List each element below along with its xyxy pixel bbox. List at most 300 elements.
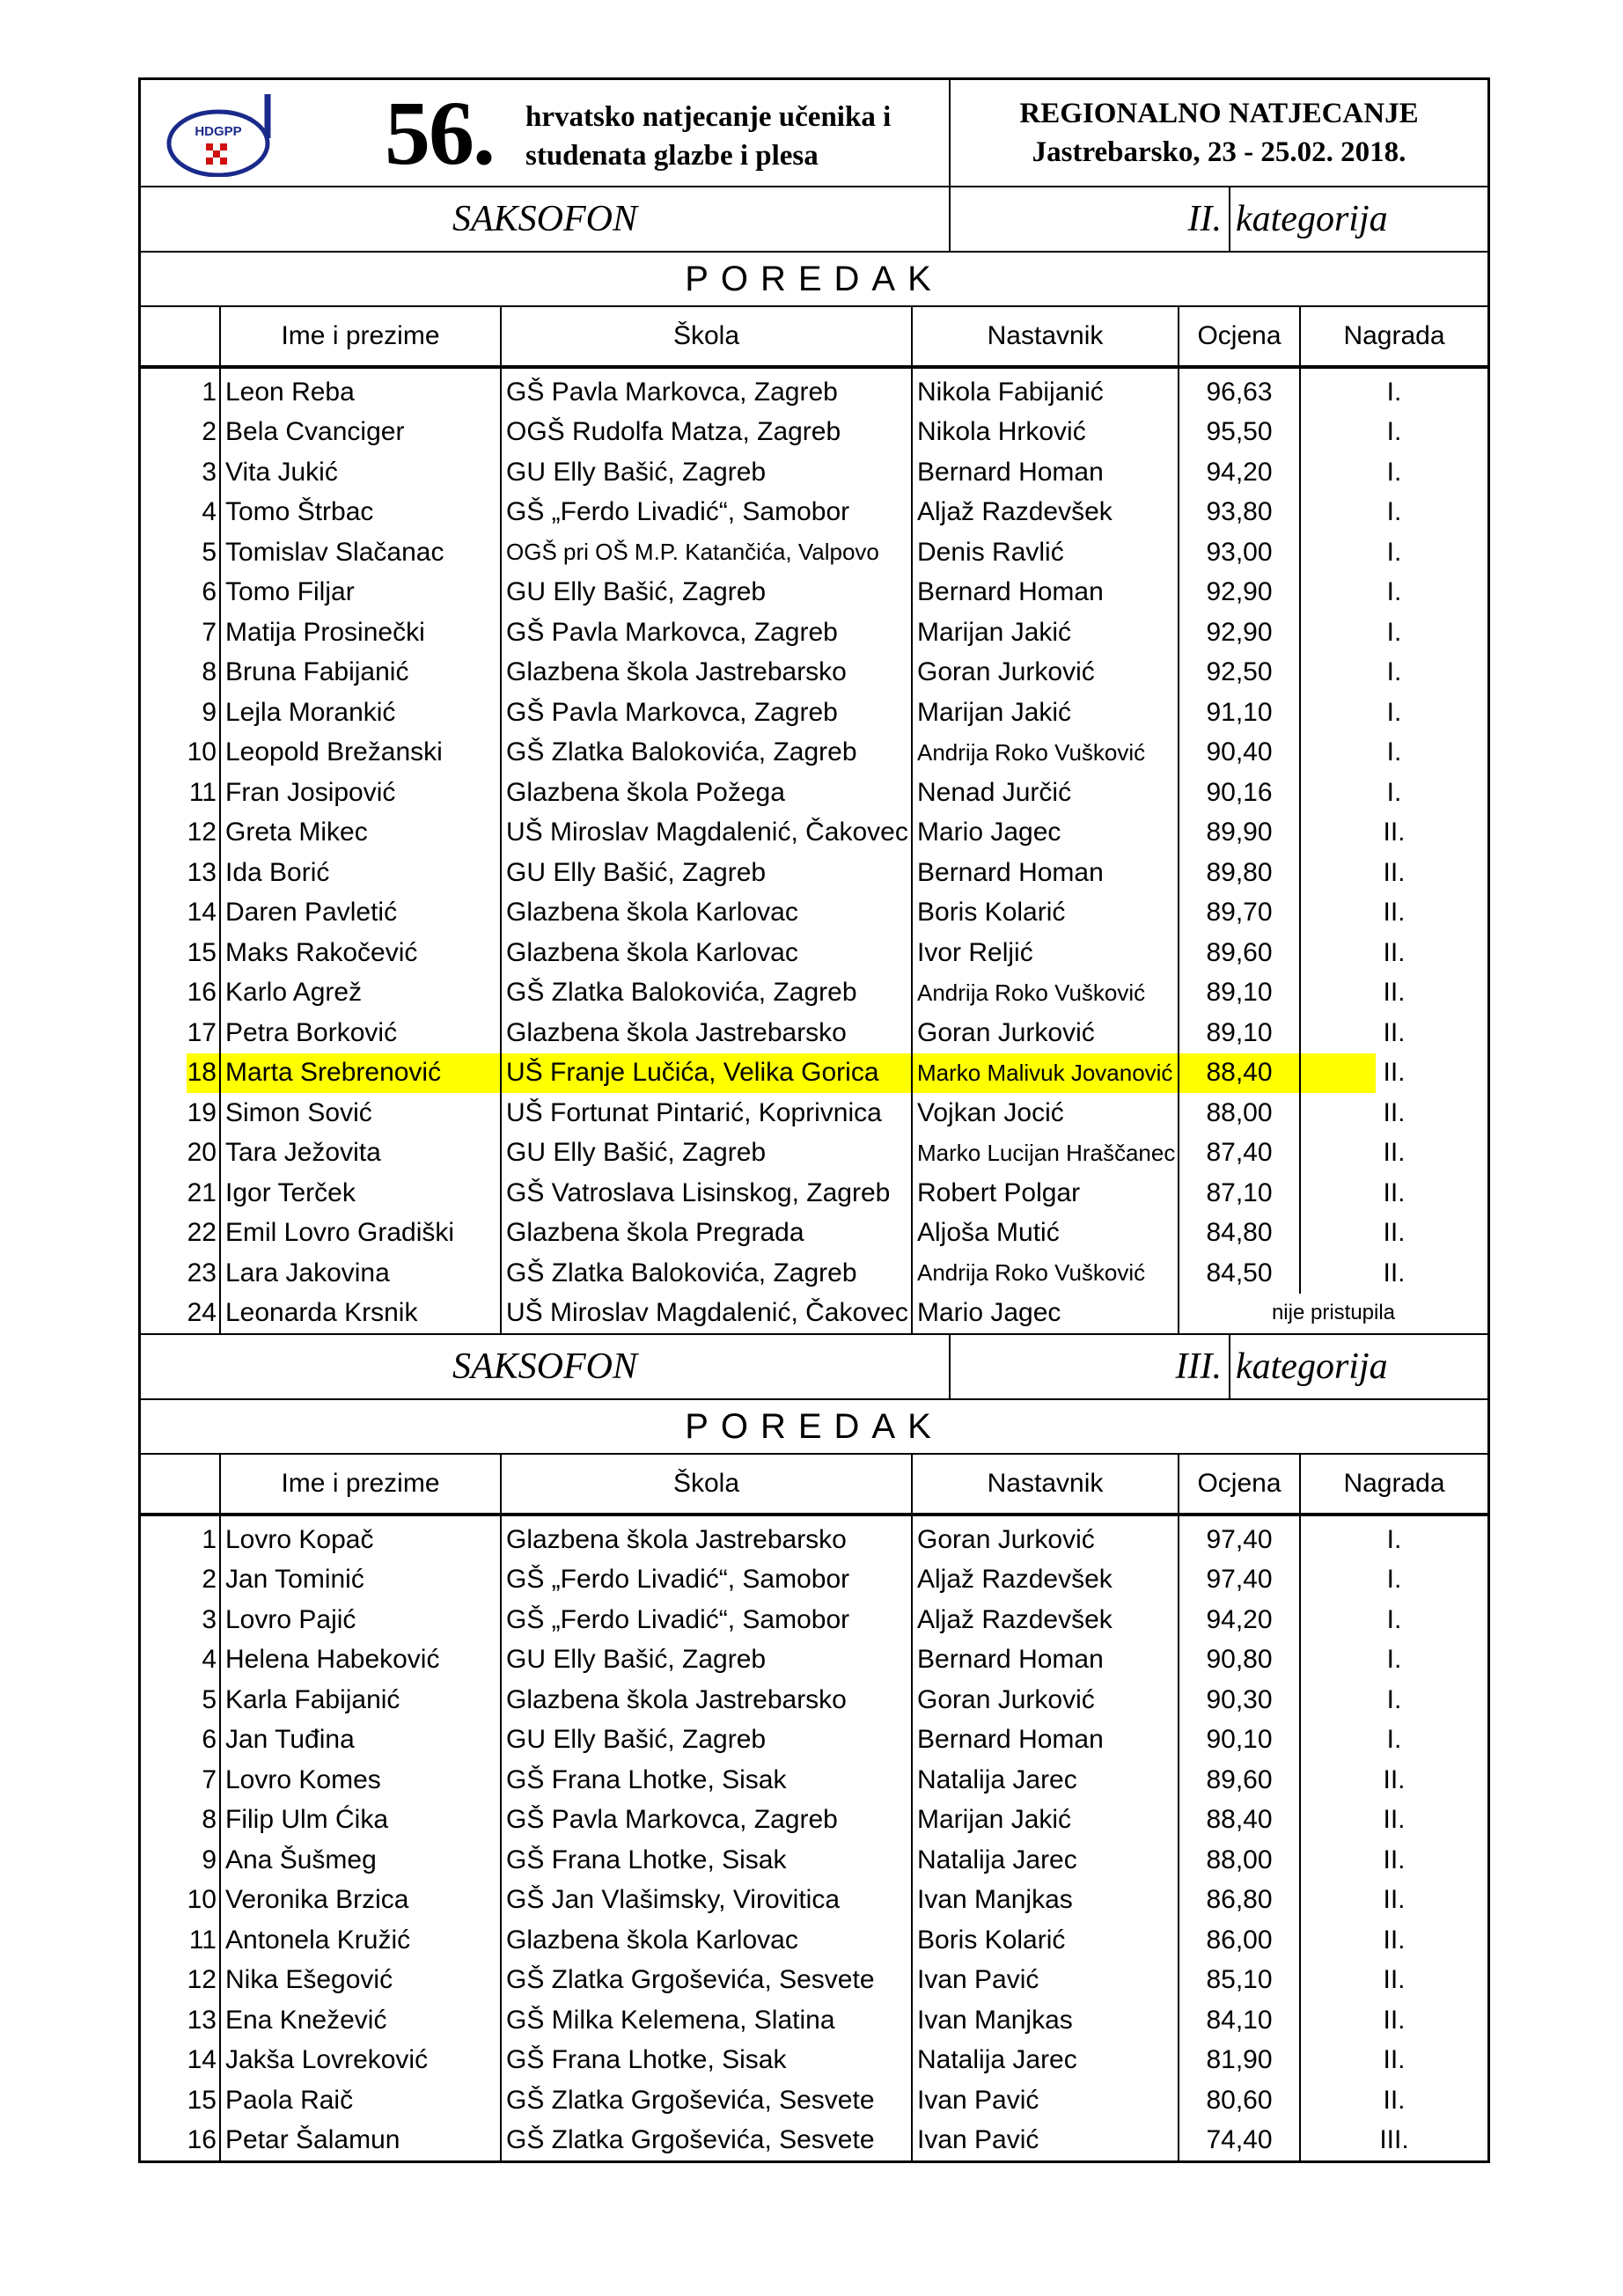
rank-cell: 12	[141, 1961, 220, 2001]
absence-note: nije pristupila	[1271, 1301, 1396, 1325]
table-row	[141, 532, 1487, 573]
table-row	[141, 1173, 1487, 1214]
school-cell: GŠ „Ferdo Livadić“, Samobor	[501, 1560, 912, 1601]
school-cell: GŠ Pavla Markovca, Zagreb	[501, 613, 912, 653]
column-header-grade: Ocjena	[1179, 1455, 1300, 1515]
teacher-cell: Andrija Roko Vušković	[912, 973, 1179, 1014]
name-cell: Bela Cvanciger	[220, 413, 501, 453]
rank-cell: 7	[141, 613, 220, 653]
grade-cell: 90,80	[1179, 1640, 1300, 1681]
name-cell: Jan Tominić	[220, 1560, 501, 1601]
school-cell: GŠ Pavla Markovca, Zagreb	[501, 367, 912, 413]
rank-cell: 9	[141, 1840, 220, 1881]
column-header-grade: Ocjena	[1179, 307, 1300, 367]
teacher-cell: Andrija Roko Vušković	[912, 733, 1179, 774]
teacher-cell: Natalija Jarec	[912, 2041, 1179, 2081]
school-cell: Glazbena škola Požega	[501, 773, 912, 813]
teacher-cell: Ivan Manjkas	[912, 1881, 1179, 1921]
name-cell: Simon Sović	[220, 1093, 501, 1133]
award-cell: III.	[1379, 2125, 1409, 2155]
table-row	[141, 1133, 1487, 1174]
name-cell: Leonarda Krsnik	[220, 1294, 501, 1334]
table-row	[141, 1214, 1487, 1254]
grade-cell: 87,10	[1179, 1173, 1300, 1214]
rank-cell: 22	[141, 1214, 220, 1254]
name-cell: Maks Rakočević	[220, 933, 501, 973]
school-cell: Glazbena škola Jastrebarsko	[501, 1515, 912, 1560]
rank-cell: 2	[141, 413, 220, 453]
category-header	[141, 1335, 1487, 1400]
ranking-title	[141, 253, 1487, 307]
teacher-cell: Aljoša Mutić	[912, 1214, 1179, 1254]
table-row	[141, 773, 1487, 813]
award-cell: I.	[1386, 577, 1402, 607]
school-cell: GU Elly Bašić, Zagreb	[501, 1133, 912, 1174]
table-row	[141, 893, 1487, 934]
award-cell: I.	[1386, 457, 1402, 487]
teacher-cell: Marijan Jakić	[912, 613, 1179, 653]
rank-cell: 24	[141, 1294, 220, 1334]
school-cell: GU Elly Bašić, Zagreb	[501, 573, 912, 613]
grade-cell: 89,90	[1179, 813, 1300, 854]
award-cell: I.	[1386, 1604, 1402, 1634]
name-cell: Marta Srebrenović	[220, 1053, 501, 1094]
rank-cell: 16	[141, 2121, 220, 2161]
rank-cell: 7	[141, 1760, 220, 1801]
school-cell: UŠ Miroslav Magdalenić, Čakovec	[501, 813, 912, 854]
name-cell: Lejla Morankić	[220, 693, 501, 733]
school-cell: GŠ Pavla Markovca, Zagreb	[501, 1801, 912, 1841]
award-cell: I.	[1386, 1684, 1402, 1714]
teacher-cell: Goran Jurković	[912, 1013, 1179, 1053]
teacher-cell: Ivan Pavić	[912, 1961, 1179, 2001]
school-cell: GŠ Vatroslava Lisinskog, Zagreb	[501, 1173, 912, 1214]
award-cell: II.	[1383, 1885, 1406, 1915]
teacher-cell: Bernard Homan	[912, 573, 1179, 613]
rank-cell: 10	[141, 733, 220, 774]
award-cell: I.	[1386, 1645, 1402, 1675]
school-cell: UŠ Franje Lučića, Velika Gorica	[501, 1053, 912, 1094]
grade-cell: 81,90	[1179, 2041, 1300, 2081]
table-row	[141, 1840, 1487, 1881]
award-cell: I.	[1386, 1524, 1402, 1554]
teacher-cell: Boris Kolarić	[912, 893, 1179, 934]
name-cell: Tomo Filjar	[220, 573, 501, 613]
teacher-cell: Mario Jagec	[912, 813, 1179, 854]
school-cell: GŠ Frana Lhotke, Sisak	[501, 1840, 912, 1881]
teacher-cell: Aljaž Razdevšek	[912, 1560, 1179, 1601]
table-row	[141, 1881, 1487, 1921]
grade-cell: 87,40	[1179, 1133, 1300, 1174]
column-header-award: Nagrada	[1300, 1455, 1487, 1515]
award-cell: I.	[1386, 1725, 1402, 1755]
school-cell: Glazbena škola Karlovac	[501, 1920, 912, 1961]
school-cell: GŠ Pavla Markovca, Zagreb	[501, 693, 912, 733]
teacher-cell: Natalija Jarec	[912, 1840, 1179, 1881]
award-cell: I.	[1386, 377, 1402, 407]
grade-cell: 93,00	[1179, 532, 1300, 573]
instrument-name: SAKSOFON	[141, 187, 950, 252]
award-cell: I.	[1386, 1565, 1402, 1595]
teacher-cell: Aljaž Razdevšek	[912, 1600, 1179, 1640]
grade-cell: 92,90	[1179, 573, 1300, 613]
rank-cell: 1	[141, 1515, 220, 1560]
table-row	[141, 413, 1487, 453]
rank-cell: 23	[141, 1253, 220, 1294]
teacher-cell: Natalija Jarec	[912, 1760, 1179, 1801]
teacher-cell: Nikola Hrković	[912, 413, 1179, 453]
school-cell: GŠ Zlatka Grgoševića, Sesvete	[501, 1961, 912, 2001]
name-cell: Antonela Kružić	[220, 1920, 501, 1961]
rank-cell: 11	[141, 773, 220, 813]
table-row	[141, 1253, 1487, 1294]
school-cell: GŠ Zlatka Balokovića, Zagreb	[501, 733, 912, 774]
grade-cell: 92,90	[1179, 613, 1300, 653]
table-row	[141, 853, 1487, 893]
table-row	[141, 452, 1487, 493]
name-cell: Lovro Komes	[220, 1760, 501, 1801]
rank-cell: 5	[141, 532, 220, 573]
competition-name: hrvatsko natjecanje učenika i studenata glazbe i plesa	[525, 101, 892, 172]
teacher-cell: Ivan Pavić	[912, 2080, 1179, 2121]
rank-cell: 8	[141, 1801, 220, 1841]
grade-cell: 89,60	[1179, 933, 1300, 973]
award-cell: I.	[1386, 537, 1402, 567]
teacher-cell: Bernard Homan	[912, 1720, 1179, 1761]
teacher-cell: Aljaž Razdevšek	[912, 493, 1179, 533]
table-row	[141, 693, 1487, 733]
table-row	[141, 2080, 1487, 2121]
name-cell: Lovro Kopač	[220, 1515, 501, 1560]
column-header-school: Škola	[501, 307, 912, 367]
instrument-name: SAKSOFON	[141, 1335, 950, 1399]
teacher-cell: Ivor Reljić	[912, 933, 1179, 973]
teacher-cell: Ivan Pavić	[912, 2121, 1179, 2161]
grade-cell: 97,40	[1179, 1560, 1300, 1601]
rank-cell: 6	[141, 573, 220, 613]
school-cell: GU Elly Bašić, Zagreb	[501, 853, 912, 893]
competition-title-cell	[141, 80, 950, 187]
teacher-cell: Bernard Homan	[912, 853, 1179, 893]
grade-cell: 89,60	[1179, 1760, 1300, 1801]
school-cell: Glazbena škola Jastrebarsko	[501, 653, 912, 693]
school-cell: Glazbena škola Pregrada	[501, 1214, 912, 1254]
name-cell: Vita Jukić	[220, 452, 501, 493]
results-sections	[141, 187, 1487, 2160]
ranking-title	[141, 1400, 1487, 1455]
grade-cell: 90,40	[1179, 733, 1300, 774]
table-row	[141, 493, 1487, 533]
award-cell: II.	[1383, 2085, 1406, 2115]
table-row	[141, 1013, 1487, 1053]
award-cell: I.	[1386, 617, 1402, 647]
column-header-name: Ime i prezime	[220, 307, 501, 367]
grade-cell: 94,20	[1179, 452, 1300, 493]
table-row	[141, 1093, 1487, 1133]
rank-cell: 16	[141, 973, 220, 1014]
rank-cell: 15	[141, 933, 220, 973]
school-cell: Glazbena škola Jastrebarsko	[501, 1680, 912, 1720]
teacher-cell: Mario Jagec	[912, 1294, 1179, 1334]
column-header-rank	[141, 1455, 220, 1515]
table-row	[141, 1961, 1487, 2001]
award-cell: I.	[1386, 737, 1402, 767]
rank-cell: 3	[141, 452, 220, 493]
table-row	[141, 1801, 1487, 1841]
award-cell: I.	[1386, 777, 1402, 807]
ranking-heading: POREDAK	[141, 1400, 1487, 1454]
award-cell: II.	[1383, 978, 1406, 1008]
edition-number: 56.	[385, 83, 494, 184]
teacher-cell: Vojkan Jocić	[912, 1093, 1179, 1133]
school-cell: OGŠ pri OŠ M.P. Katančića, Valpovo	[501, 532, 912, 573]
table-row	[141, 1053, 1487, 1094]
grade-cell: 90,10	[1179, 1720, 1300, 1761]
teacher-cell: Bernard Homan	[912, 452, 1179, 493]
rank-cell: 14	[141, 893, 220, 934]
column-header-teacher: Nastavnik	[912, 307, 1179, 367]
rank-cell: 15	[141, 2080, 220, 2121]
table-row	[141, 2121, 1487, 2161]
grade-cell: 92,50	[1179, 653, 1300, 693]
column-header-school: Škola	[501, 1455, 912, 1515]
grade-cell: 74,40	[1179, 2121, 1300, 2161]
award-cell: II.	[1383, 2005, 1406, 2035]
award-cell: II.	[1383, 1138, 1406, 1168]
name-cell: Karlo Agrež	[220, 973, 501, 1014]
rank-cell: 4	[141, 1640, 220, 1681]
rank-cell: 8	[141, 653, 220, 693]
results-document	[138, 77, 1490, 2163]
name-cell: Tomislav Slačanac	[220, 532, 501, 573]
grade-cell: 94,20	[1179, 1600, 1300, 1640]
rank-cell: 4	[141, 493, 220, 533]
grade-cell: 97,40	[1179, 1515, 1300, 1560]
teacher-cell: Goran Jurković	[912, 653, 1179, 693]
school-cell: GŠ Frana Lhotke, Sisak	[501, 1760, 912, 1801]
teacher-cell: Goran Jurković	[912, 1680, 1179, 1720]
results-table	[141, 1455, 1487, 2160]
teacher-cell: Boris Kolarić	[912, 1920, 1179, 1961]
school-cell: GŠ Zlatka Balokovića, Zagreb	[501, 973, 912, 1014]
rank-cell: 6	[141, 1720, 220, 1761]
name-cell: Fran Josipović	[220, 773, 501, 813]
teacher-cell: Marko Lucijan Hraščanec	[912, 1133, 1179, 1174]
school-cell: UŠ Fortunat Pintarić, Koprivnica	[501, 1093, 912, 1133]
rank-cell: 18	[141, 1053, 220, 1094]
name-cell: Leon Reba	[220, 367, 501, 413]
grade-cell: 86,80	[1179, 1881, 1300, 1921]
table-row	[141, 2000, 1487, 2041]
rank-cell: 19	[141, 1093, 220, 1133]
grade-cell: 85,10	[1179, 1961, 1300, 2001]
grade-cell: 89,10	[1179, 1013, 1300, 1053]
teacher-cell: Robert Polgar	[912, 1173, 1179, 1214]
teacher-cell: Goran Jurković	[912, 1515, 1179, 1560]
teacher-cell: Andrija Roko Vušković	[912, 1253, 1179, 1294]
grade-cell: 96,63	[1179, 367, 1300, 413]
teacher-cell: Denis Ravlić	[912, 532, 1179, 573]
school-cell: GŠ Frana Lhotke, Sisak	[501, 2041, 912, 2081]
rank-cell: 13	[141, 853, 220, 893]
school-cell: GŠ Jan Vlašimsky, Virovitica	[501, 1881, 912, 1921]
table-row	[141, 1640, 1487, 1681]
ranking-heading: POREDAK	[141, 253, 1487, 306]
rank-cell: 5	[141, 1680, 220, 1720]
rank-cell: 21	[141, 1173, 220, 1214]
table-row	[141, 653, 1487, 693]
school-cell: GŠ „Ferdo Livadić“, Samobor	[501, 1600, 912, 1640]
table-row	[141, 1720, 1487, 1761]
column-header-rank	[141, 307, 220, 367]
name-cell: Jakša Lovreković	[220, 2041, 501, 2081]
table-row	[141, 1560, 1487, 1601]
teacher-cell: Marijan Jakić	[912, 1801, 1179, 1841]
name-cell: Matija Prosinečki	[220, 613, 501, 653]
teacher-cell: Ivan Manjkas	[912, 2000, 1179, 2041]
rank-cell: 13	[141, 2000, 220, 2041]
school-cell: GŠ Milka Kelemena, Slatina	[501, 2000, 912, 2041]
results-table	[141, 307, 1487, 1333]
grade-cell: 80,60	[1179, 2080, 1300, 2121]
svg-text:HDGPP: HDGPP	[195, 124, 242, 139]
school-cell: GU Elly Bašić, Zagreb	[501, 1720, 912, 1761]
school-cell: UŠ Miroslav Magdalenić, Čakovec	[501, 1294, 912, 1334]
name-cell: Greta Mikec	[220, 813, 501, 854]
rank-cell: 11	[141, 1920, 220, 1961]
teacher-cell: Bernard Homan	[912, 1640, 1179, 1681]
award-cell: II.	[1383, 1845, 1406, 1874]
name-cell: Tara Ježovita	[220, 1133, 501, 1174]
school-cell: OGŠ Rudolfa Matza, Zagreb	[501, 413, 912, 453]
grade-cell: 88,40	[1179, 1801, 1300, 1841]
name-cell: Igor Terček	[220, 1173, 501, 1214]
name-cell: Nika Ešegović	[220, 1961, 501, 2001]
school-cell: GŠ Zlatka Grgoševića, Sesvete	[501, 2121, 912, 2161]
name-cell: Jan Tuđina	[220, 1720, 501, 1761]
table-row	[141, 973, 1487, 1014]
name-cell: Bruna Fabijanić	[220, 653, 501, 693]
school-cell: GU Elly Bašić, Zagreb	[501, 1640, 912, 1681]
grade-cell: 84,80	[1179, 1214, 1300, 1254]
award-cell: II.	[1300, 1053, 1487, 1094]
name-cell: Karla Fabijanić	[220, 1680, 501, 1720]
name-cell: Filip Ulm Ćika	[220, 1801, 501, 1841]
grade-cell: 88,00	[1179, 1840, 1300, 1881]
award-cell: II.	[1383, 2045, 1406, 2075]
name-cell: Petar Šalamun	[220, 2121, 501, 2161]
document-header	[141, 80, 1487, 187]
teacher-cell: Marko Malivuk Jovanović	[912, 1053, 1179, 1094]
teacher-cell: Nenad Jurčić	[912, 773, 1179, 813]
name-cell: Paola Raič	[220, 2080, 501, 2121]
award-cell: II.	[1383, 1218, 1406, 1248]
name-cell: Ena Knežević	[220, 2000, 501, 2041]
award-cell: II.	[1383, 898, 1406, 928]
school-cell: Glazbena škola Karlovac	[501, 933, 912, 973]
award-cell: II.	[1383, 937, 1406, 967]
name-cell: Ana Šušmeg	[220, 1840, 501, 1881]
name-cell: Daren Pavletić	[220, 893, 501, 934]
grade-cell: 88,40	[1179, 1053, 1300, 1094]
school-cell: GŠ Zlatka Grgoševića, Sesvete	[501, 2080, 912, 2121]
school-cell: Glazbena škola Jastrebarsko	[501, 1013, 912, 1053]
table-row	[141, 2041, 1487, 2081]
award-cell: II.	[1383, 1258, 1406, 1287]
grade-cell: 84,10	[1179, 2000, 1300, 2041]
award-cell: II.	[1383, 1965, 1406, 1995]
grade-cell: 90,30	[1179, 1680, 1300, 1720]
teacher-cell: Nikola Fabijanić	[912, 367, 1179, 413]
name-cell: Emil Lovro Gradiški	[220, 1214, 501, 1254]
table-row	[141, 1515, 1487, 1560]
grade-cell: 88,00	[1179, 1093, 1300, 1133]
award-cell: II.	[1383, 1925, 1406, 1955]
award-cell: II.	[1383, 1017, 1406, 1047]
rank-cell: 20	[141, 1133, 220, 1174]
regional-competition: REGIONALNO NATJECANJE Jastrebarsko, 23 - 25.02. 2018.	[950, 80, 1487, 187]
award-cell: II.	[1383, 1805, 1406, 1835]
table-row	[141, 367, 1487, 413]
category-number: II.	[950, 187, 1230, 252]
rank-cell: 12	[141, 813, 220, 854]
rank-cell: 1	[141, 367, 220, 413]
name-cell: Petra Borković	[220, 1013, 501, 1053]
table-row	[141, 1760, 1487, 1801]
grade-cell: 95,50	[1179, 413, 1300, 453]
award-cell: II.	[1383, 818, 1406, 847]
name-cell: Veronika Brzica	[220, 1881, 501, 1921]
award-cell: II.	[1383, 857, 1406, 887]
name-cell: Tomo Štrbac	[220, 493, 501, 533]
name-cell: Leopold Brežanski	[220, 733, 501, 774]
category-label: kategorija	[1230, 1335, 1487, 1399]
rank-cell: 17	[141, 1013, 220, 1053]
name-cell: Lara Jakovina	[220, 1253, 501, 1294]
award-cell: II.	[1383, 1764, 1406, 1794]
hdgpp-logo-icon	[164, 92, 278, 177]
table-row	[141, 1600, 1487, 1640]
name-cell: Ida Borić	[220, 853, 501, 893]
table-row	[141, 1920, 1487, 1961]
school-cell: Glazbena škola Karlovac	[501, 893, 912, 934]
category-label: kategorija	[1230, 187, 1487, 252]
rank-cell: 9	[141, 693, 220, 733]
school-cell: GU Elly Bašić, Zagreb	[501, 452, 912, 493]
column-header-teacher: Nastavnik	[912, 1455, 1179, 1515]
grade-cell: 91,10	[1179, 693, 1300, 733]
grade-cell: 86,00	[1179, 1920, 1300, 1961]
category-header	[141, 187, 1487, 253]
grade-cell: 93,80	[1179, 493, 1300, 533]
award-cell: II.	[1383, 1177, 1406, 1207]
school-cell: GŠ Zlatka Balokovića, Zagreb	[501, 1253, 912, 1294]
category-number: III.	[950, 1335, 1230, 1399]
school-cell: GŠ „Ferdo Livadić“, Samobor	[501, 493, 912, 533]
grade-cell: 89,80	[1179, 853, 1300, 893]
grade-cell: 84,50	[1179, 1253, 1300, 1294]
table-row	[141, 1294, 1487, 1334]
rank-cell: 10	[141, 1881, 220, 1921]
rank-cell: 14	[141, 2041, 220, 2081]
grade-cell: 89,10	[1179, 973, 1300, 1014]
award-cell: I.	[1386, 657, 1402, 687]
column-header-award: Nagrada	[1300, 307, 1487, 367]
table-row	[141, 813, 1487, 854]
name-cell: Helena Habeković	[220, 1640, 501, 1681]
award-cell: I.	[1386, 697, 1402, 727]
grade-cell: 89,70	[1179, 893, 1300, 934]
